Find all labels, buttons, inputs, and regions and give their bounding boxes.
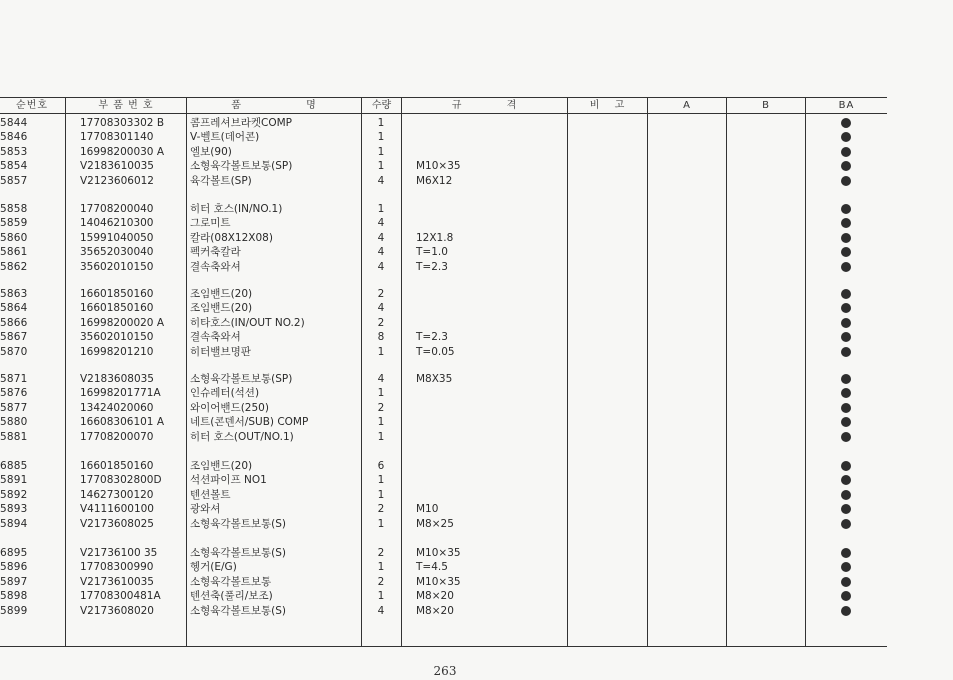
specification (416, 203, 566, 216)
item-number: 5860 (0, 231, 28, 244)
specification (416, 460, 566, 473)
part-name: 소형육각볼트보통(SP) (190, 160, 293, 173)
specification: M6X12 (416, 174, 453, 187)
part-name: 헹거(E/G) (190, 561, 237, 574)
ba-applicable-dot (841, 147, 851, 157)
specification: T=2.3 (416, 260, 448, 273)
part-number: 17708300990 (80, 561, 154, 574)
part-name: 텐션볼트 (190, 488, 231, 501)
specification (416, 146, 566, 159)
quantity: 4 (377, 373, 385, 385)
column-divider (401, 97, 402, 647)
quantity: 1 (377, 488, 385, 501)
specification: M10×35 (416, 575, 461, 588)
item-number: 5897 (0, 575, 28, 588)
column-divider (647, 97, 648, 647)
ba-applicable-dot (841, 247, 851, 257)
item-number: 5854 (0, 160, 28, 173)
ba-applicable-dot (841, 577, 851, 587)
part-name: 히터 호스(OUT/NO.1) (190, 430, 294, 443)
specification (416, 387, 566, 400)
ba-applicable-dot (841, 475, 851, 485)
ba-applicable-dot (841, 490, 851, 500)
column-divider (186, 97, 187, 647)
ba-applicable-dot (841, 132, 851, 142)
part-name: 결속축와셔 (190, 331, 241, 344)
part-number: V2183608035 (80, 373, 154, 385)
quantity: 1 (377, 561, 385, 574)
part-number: V2173610035 (80, 575, 154, 588)
quantity: 2 (377, 316, 385, 329)
item-number: 5846 (0, 131, 28, 144)
part-number: 17708200040 (80, 203, 154, 215)
part-name: V-벨트(데어콘) (190, 131, 260, 144)
item-number: 5863 (0, 288, 28, 300)
part-name: 네트(콘덴서/SUB) COMP (190, 416, 309, 429)
part-number: 16608306101 A (80, 416, 165, 429)
item-number: 5894 (0, 517, 28, 530)
ba-applicable-dot (841, 374, 851, 384)
part-number: 16998200020 A (80, 316, 165, 329)
part-number: 16998200030 A (80, 145, 165, 158)
specification: M8X35 (416, 373, 453, 385)
item-number: 5898 (0, 590, 28, 603)
quantity: 1 (377, 345, 385, 358)
part-number: 17708301140 (80, 131, 154, 144)
column-divider (726, 97, 727, 647)
part-number: 16601850160 (80, 460, 154, 472)
part-number: 13424020060 (80, 401, 154, 414)
item-number: 5844 (0, 117, 28, 129)
table-top-rule (0, 97, 887, 98)
ba-applicable-dot (841, 233, 851, 243)
part-name: 히터 호스(IN/NO.1) (190, 203, 283, 215)
ba-applicable-dot (841, 118, 851, 128)
specification (416, 474, 566, 487)
item-number: 5870 (0, 345, 28, 358)
part-number: 17708303302 B (80, 117, 165, 129)
part-number: 16601850160 (80, 302, 154, 315)
part-name: 펙커축칼라 (190, 246, 241, 259)
quantity: 1 (377, 430, 385, 443)
ba-applicable-dot (841, 388, 851, 398)
part-name: 칼라(08X12X08) (190, 231, 273, 244)
part-name: 소형육각볼트보통(S) (190, 517, 287, 530)
part-name: 소형육각볼트보통(SP) (190, 373, 293, 385)
part-name: 조임밴드(20) (190, 460, 253, 472)
part-number: 15991040050 (80, 231, 154, 244)
ba-applicable-dot (841, 161, 851, 171)
header-b: B (762, 100, 770, 111)
part-number: 16601850160 (80, 288, 154, 300)
quantity: 1 (377, 145, 385, 158)
part-name: 소형육각볼트보통(S) (190, 547, 287, 559)
specification (416, 416, 566, 429)
ba-applicable-dot (841, 176, 851, 186)
item-number: 5881 (0, 430, 28, 443)
part-name: 그로미트 (190, 217, 231, 230)
part-number: 17708200070 (80, 430, 154, 443)
item-number: 5867 (0, 331, 28, 344)
header-part-no: 부 품 번 호 (98, 100, 154, 111)
specification: M10×35 (416, 547, 461, 559)
column-divider (65, 97, 66, 647)
part-number: 16998201771A (80, 387, 161, 400)
specification: T=1.0 (416, 246, 448, 259)
part-number: 16998201210 (80, 345, 154, 358)
quantity: 4 (377, 174, 385, 187)
ba-applicable-dot (841, 548, 851, 558)
header-ba: BA (838, 100, 855, 111)
specification (416, 131, 566, 144)
ba-applicable-dot (841, 303, 851, 313)
item-number: 5892 (0, 488, 28, 501)
quantity: 4 (377, 302, 385, 315)
part-number: 14046210300 (80, 217, 154, 230)
page-number: 263 (433, 664, 457, 678)
specification (416, 288, 566, 301)
specification: M8×20 (416, 590, 454, 603)
specification: M10 (416, 503, 439, 516)
ba-applicable-dot (841, 461, 851, 471)
header-remarks: 비 고 (589, 100, 626, 111)
ba-applicable-dot (841, 262, 851, 272)
ba-applicable-dot (841, 332, 851, 342)
part-name: 와이어밴드(250) (190, 401, 269, 414)
ba-applicable-dot (841, 289, 851, 299)
ba-applicable-dot (841, 347, 851, 357)
part-name: 텐션축(풀리/보조) (190, 590, 273, 603)
quantity: 1 (377, 416, 385, 429)
ba-applicable-dot (841, 562, 851, 572)
header-a: A (683, 100, 691, 111)
part-name: 조임밴드(20) (190, 302, 253, 315)
part-number: 35602010150 (80, 331, 154, 344)
quantity: 4 (377, 217, 385, 230)
part-number: V2123606012 (80, 174, 154, 187)
quantity: 1 (377, 203, 385, 215)
item-number: 5877 (0, 401, 28, 414)
quantity: 2 (377, 288, 385, 300)
specification: T=0.05 (416, 345, 455, 358)
specification (416, 431, 566, 444)
quantity: 4 (377, 231, 385, 244)
item-number: 5896 (0, 561, 28, 574)
ba-applicable-dot (841, 318, 851, 328)
item-number: 5876 (0, 387, 28, 400)
quantity: 2 (377, 503, 385, 516)
item-number: 5880 (0, 416, 28, 429)
item-number: 5891 (0, 474, 28, 487)
part-name: 결속축와셔 (190, 260, 241, 273)
part-name: 소형육각볼트보통(S) (190, 604, 287, 617)
part-name: 엘보(90) (190, 145, 232, 158)
quantity: 1 (377, 131, 385, 144)
quantity: 8 (377, 331, 385, 344)
part-number: 35652030040 (80, 246, 154, 259)
ba-applicable-dot (841, 504, 851, 514)
item-number: 6885 (0, 460, 28, 472)
specification (416, 302, 566, 315)
item-number: 5857 (0, 174, 28, 187)
quantity: 4 (377, 604, 385, 617)
quantity: 4 (377, 260, 385, 273)
column-divider (805, 97, 806, 647)
ba-applicable-dot (841, 218, 851, 228)
part-name: 육각볼트(SP) (190, 174, 252, 187)
item-number: 5861 (0, 246, 28, 259)
part-number: V21736100 35 (80, 547, 158, 559)
quantity: 2 (377, 575, 385, 588)
part-number: V2183610035 (80, 160, 154, 173)
specification: M10×35 (416, 160, 461, 173)
specification: M8×20 (416, 604, 454, 617)
part-number: V4111600100 (80, 503, 154, 516)
specification: M8×25 (416, 517, 454, 530)
specification (416, 217, 566, 230)
ba-applicable-dot (841, 432, 851, 442)
item-number: 5893 (0, 503, 28, 516)
ba-applicable-dot (841, 417, 851, 427)
part-name: 조임밴드(20) (190, 288, 253, 300)
quantity: 6 (377, 460, 385, 472)
specification: T=4.5 (416, 561, 448, 574)
item-number: 5866 (0, 316, 28, 329)
part-name: 석션파이프 NO1 (190, 474, 267, 487)
part-name: 히타호스(IN/OUT NO.2) (190, 316, 305, 329)
quantity: 4 (377, 246, 385, 259)
ba-applicable-dot (841, 591, 851, 601)
part-name: 소형육각볼트보통 (190, 575, 272, 588)
header-seq-no: 순번호 (16, 100, 48, 111)
specification (416, 489, 566, 502)
part-number: 17708300481A (80, 590, 161, 603)
part-number: 17708302800D (80, 474, 162, 487)
specification: T=2.3 (416, 331, 448, 344)
item-number: 5859 (0, 217, 28, 230)
quantity: 1 (377, 517, 385, 530)
header-spec: 규 격 (451, 100, 518, 111)
header-qty: 수량 (371, 100, 392, 111)
part-name: 콤프레셔브라켓COMP (190, 117, 292, 129)
ba-applicable-dot (841, 519, 851, 529)
item-number: 5864 (0, 302, 28, 315)
header-name: 품 명 (231, 100, 317, 111)
quantity: 2 (377, 547, 385, 559)
ba-applicable-dot (841, 204, 851, 214)
quantity: 1 (377, 387, 385, 400)
part-name: 히터밸브명판 (190, 345, 251, 358)
item-number: 5853 (0, 145, 28, 158)
specification: 12X1.8 (416, 231, 454, 244)
part-number: V2173608025 (80, 517, 154, 530)
ba-applicable-dot (841, 606, 851, 616)
quantity: 1 (377, 474, 385, 487)
part-name: 인슈레터(석션) (190, 387, 260, 400)
item-number: 5858 (0, 203, 28, 215)
item-number: 5871 (0, 373, 28, 385)
part-number: 14627300120 (80, 488, 154, 501)
header-bottom-rule (0, 113, 887, 114)
item-number: 5899 (0, 604, 28, 617)
part-name: 광와셔 (190, 503, 221, 516)
specification (416, 402, 566, 415)
table-bottom-rule (0, 646, 887, 647)
quantity: 1 (377, 590, 385, 603)
quantity: 1 (377, 160, 385, 173)
quantity: 1 (377, 117, 385, 129)
column-divider (567, 97, 568, 647)
quantity: 2 (377, 401, 385, 414)
specification (416, 117, 566, 130)
part-number: V2173608020 (80, 604, 154, 617)
ba-applicable-dot (841, 403, 851, 413)
item-number: 5862 (0, 260, 28, 273)
item-number: 6895 (0, 547, 28, 559)
specification (416, 317, 566, 330)
part-number: 35602010150 (80, 260, 154, 273)
